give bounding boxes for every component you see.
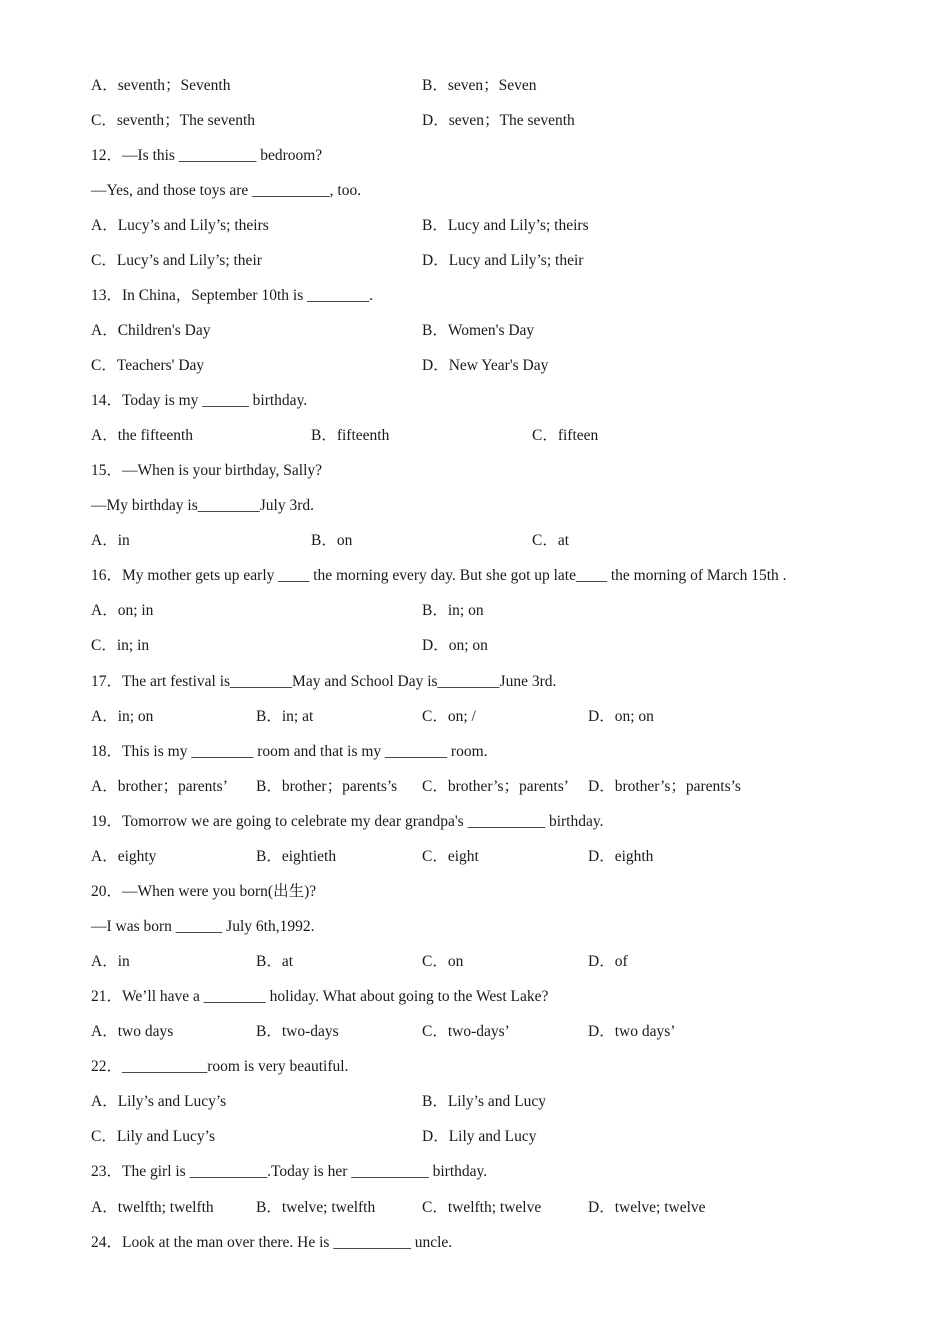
q13-option-b: B．Women's Day — [422, 322, 535, 339]
q22-option-c: C．Lily and Lucy’s — [91, 1128, 215, 1145]
q21-option-c: C．two-days’ — [422, 1023, 510, 1040]
q12-option-b: B．Lucy and Lily’s; theirs — [422, 217, 589, 234]
q14-option-a: A．the fifteenth — [91, 427, 194, 444]
q17-option-c: C．on; / — [422, 708, 476, 725]
q12-stem-reply: —Yes, and those toys are __________, too. — [91, 182, 362, 199]
q19-option-b: B．eightieth — [256, 848, 337, 865]
q20-option-a: A．in — [91, 953, 130, 970]
q18-option-c: C．brother’s；parents’ — [422, 778, 569, 795]
q24-stem: 24．Look at the man over there. He is __________ uncle. — [91, 1234, 453, 1251]
q16-option-a: A．on; in — [91, 602, 154, 619]
q22-option-d: D．Lily and Lucy — [422, 1128, 537, 1145]
q19-stem: 19．Tomorrow we are going to celebrate my dear grandpa's __________ birthday. — [91, 813, 604, 830]
q13-option-d: D．New Year's Day — [422, 357, 549, 374]
q16-option-b: B．in; on — [422, 602, 484, 619]
q23-option-c: C．twelfth; twelve — [422, 1199, 542, 1216]
q20-option-d: D．of — [588, 953, 628, 970]
q16-option-d: D．on; on — [422, 637, 488, 654]
q14-option-b: B．fifteenth — [311, 427, 390, 444]
q17-option-d: D．on; on — [588, 708, 654, 725]
q21-stem: 21．We’ll have a ________ holiday. What about going to the West Lake? — [91, 988, 549, 1005]
q11-option-a: A．seventh；Seventh — [91, 77, 231, 94]
q19-option-a: A．eighty — [91, 848, 157, 865]
q15-option-b: B．on — [311, 532, 353, 549]
q20-option-c: C．on — [422, 953, 464, 970]
q18-option-b: B．brother；parents’s — [256, 778, 398, 795]
q22-option-a: A．Lily’s and Lucy’s — [91, 1093, 227, 1110]
q12-stem: 12．—Is this __________ bedroom? — [91, 147, 323, 164]
q15-stem-reply: —My birthday is________July 3rd. — [91, 497, 315, 514]
q17-stem: 17．The art festival is________May and School Day is________June 3rd. — [91, 673, 557, 690]
q23-stem: 23．The girl is __________.Today is her __________ birthday. — [91, 1163, 488, 1180]
q12-option-d: D．Lucy and Lily’s; their — [422, 252, 584, 269]
q23-option-b: B．twelve; twelfth — [256, 1199, 376, 1216]
q14-stem: 14．Today is my ______ birthday. — [91, 392, 308, 409]
q18-stem: 18．This is my ________ room and that is my ________ room. — [91, 743, 488, 760]
q19-option-d: D．eighth — [588, 848, 654, 865]
q17-option-a: A．in; on — [91, 708, 154, 725]
q20-option-b: B．at — [256, 953, 294, 970]
q22-stem: 22．___________room is very beautiful. — [91, 1058, 349, 1075]
q21-option-b: B．two-days — [256, 1023, 339, 1040]
q16-stem: 16．My mother gets up early ____ the morning every day. But she got up late____ the morning of March 15th . — [91, 567, 787, 584]
q20-stem-reply: —I was born ______ July 6th,1992. — [91, 918, 315, 935]
q23-option-a: A．twelfth; twelfth — [91, 1199, 214, 1216]
q18-option-d: D．brother’s；parents’s — [588, 778, 741, 795]
q21-option-a: A．two days — [91, 1023, 174, 1040]
q15-option-c: C．at — [532, 532, 570, 549]
q13-option-c: C．Teachers' Day — [91, 357, 205, 374]
q15-stem: 15．—When is your birthday, Sally? — [91, 462, 323, 479]
q13-option-a: A．Children's Day — [91, 322, 211, 339]
q11-option-c: C．seventh；The seventh — [91, 112, 256, 129]
q22-option-b: B．Lily’s and Lucy — [422, 1093, 546, 1110]
q11-option-d: D．seven；The seventh — [422, 112, 575, 129]
q18-option-a: A．brother；parents’ — [91, 778, 228, 795]
q23-option-d: D．twelve; twelve — [588, 1199, 706, 1216]
q16-option-c: C．in; in — [91, 637, 150, 654]
q13-stem: 13．In China，September 10th is ________. — [91, 287, 373, 304]
q15-option-a: A．in — [91, 532, 130, 549]
q19-option-c: C．eight — [422, 848, 479, 865]
q17-option-b: B．in; at — [256, 708, 314, 725]
q20-stem: 20．—When were you born(出生)? — [91, 883, 317, 900]
q11-option-b: B．seven；Seven — [422, 77, 537, 94]
q12-option-a: A．Lucy’s and Lily’s; theirs — [91, 217, 269, 234]
q21-option-d: D．two days’ — [588, 1023, 676, 1040]
q12-option-c: C．Lucy’s and Lily’s; their — [91, 252, 262, 269]
q14-option-c: C．fifteen — [532, 427, 599, 444]
